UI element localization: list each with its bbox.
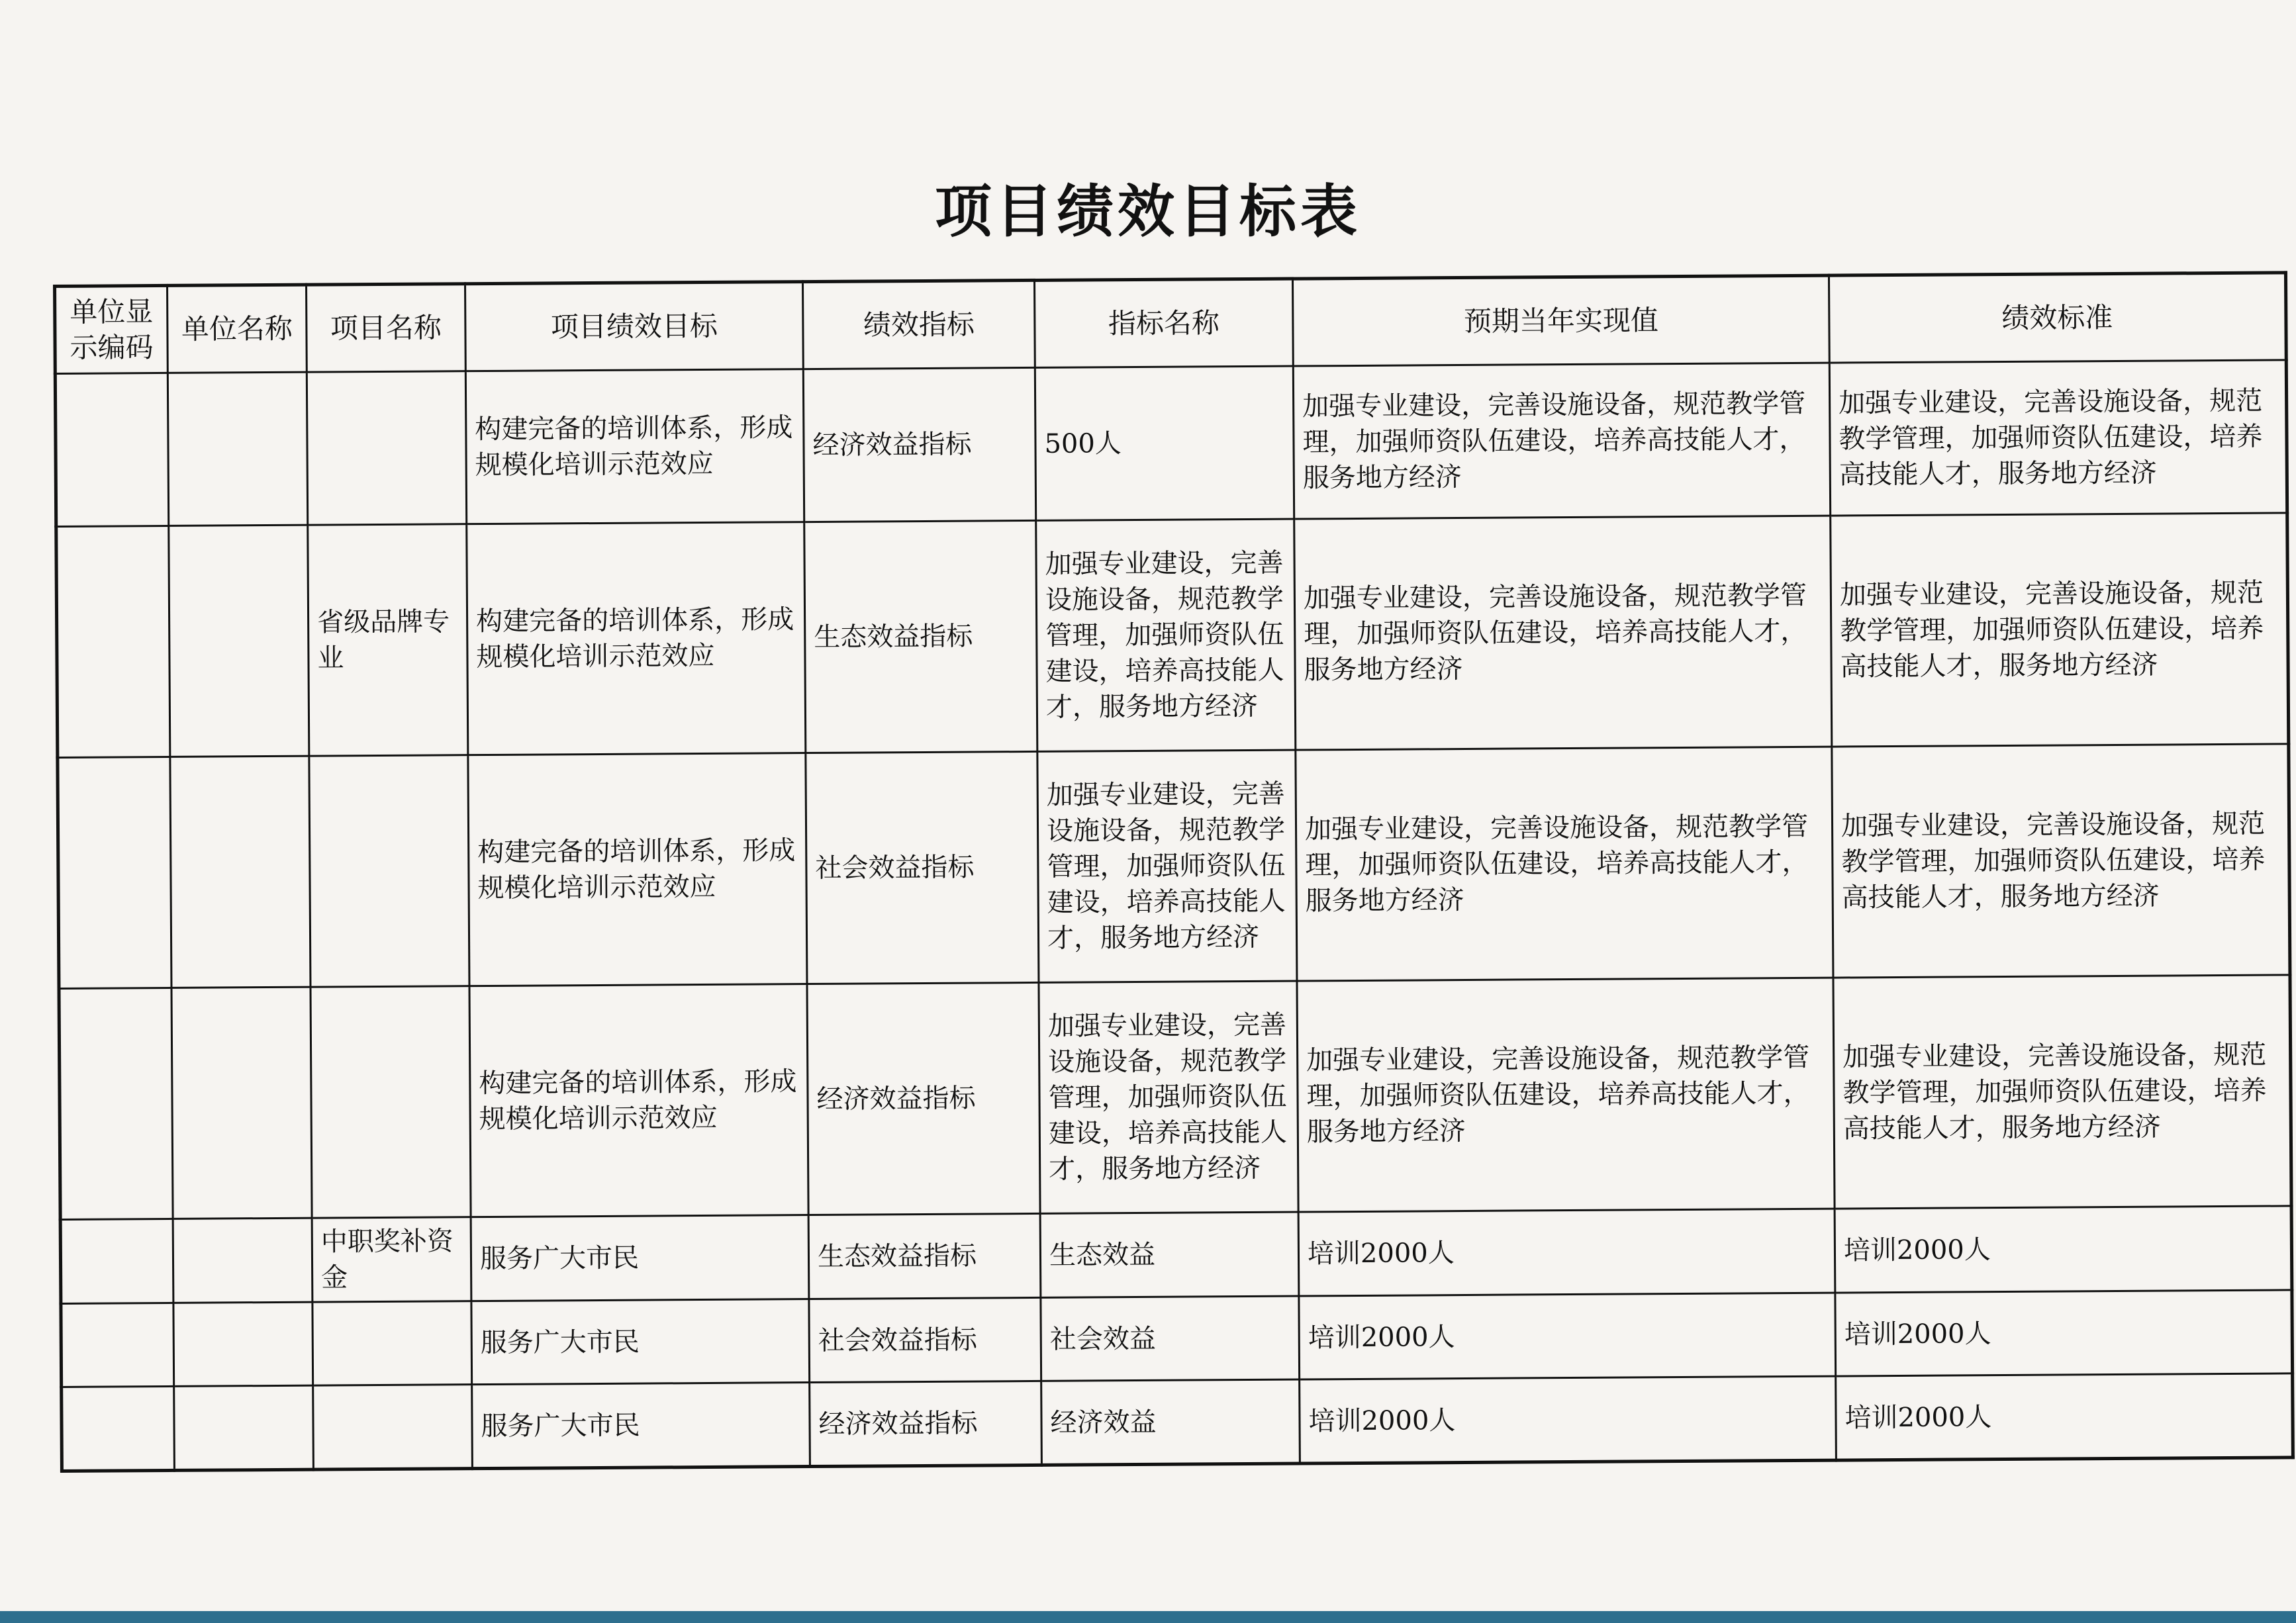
cell-project (313, 1385, 473, 1469)
table-row (59, 975, 2291, 1220)
cell-project (312, 1301, 472, 1386)
cell-code (61, 1303, 174, 1387)
table-row (55, 360, 2287, 526)
col-header-unit-name: 单位名称 (167, 285, 307, 373)
col-header-indicator-name: 指标名称 (1034, 279, 1293, 367)
cell-goal: 构建完备的培训体系，形成规模化培训示范效应 (465, 369, 804, 524)
cell-standard: 培训2000人 (1835, 1290, 2293, 1377)
cell-project (311, 986, 471, 1219)
cell-indicator: 经济效益指标 (807, 983, 1040, 1215)
cell-goal: 构建完备的培训体系，形成规模化培训示范效应 (469, 984, 808, 1217)
cell-project: 中职奖补资金 (312, 1217, 471, 1302)
col-header-indicator: 绩效指标 (802, 280, 1035, 369)
table-row (58, 744, 2290, 989)
cell-goal: 服务广大市民 (471, 1215, 809, 1301)
cell-code (60, 1219, 173, 1304)
cell-goal: 构建完备的培训体系，形成规模化培训示范效应 (468, 753, 807, 986)
cell-unit (173, 1302, 313, 1387)
cell-indicator: 经济效益指标 (810, 1381, 1042, 1467)
cell-expected: 加强专业建设，完善设施设备，规范教学管理，加强师资队伍建设，培养高技能人才，服务地方经济 (1293, 363, 1830, 519)
cell-expected: 培训2000人 (1298, 1209, 1835, 1295)
cell-goal: 服务广大市民 (472, 1383, 810, 1469)
cell-indicator-name: 社会效益 (1041, 1296, 1300, 1381)
cell-unit (167, 372, 307, 526)
cell-standard: 培训2000人 (1836, 1373, 2293, 1460)
table-row (60, 1206, 2292, 1303)
cell-unit (171, 987, 312, 1219)
cell-standard: 加强专业建设，完善设施设备，规范教学管理，加强师资队伍建设，培养高技能人才，服务地方经济 (1832, 744, 2290, 978)
col-header-standard: 绩效标准 (1829, 273, 2286, 363)
page-edge-strip (0, 1611, 2296, 1623)
cell-standard: 加强专业建设，完善设施设备，规范教学管理，加强师资队伍建设，培养高技能人才，服务地方经济 (1831, 513, 2289, 747)
cell-code (55, 373, 168, 526)
col-header-expected: 预期当年实现值 (1292, 275, 1829, 366)
performance-table (53, 271, 2295, 1473)
table-row (61, 1290, 2293, 1387)
cell-unit (174, 1386, 314, 1471)
table-row (56, 513, 2289, 758)
cell-expected: 培训2000人 (1300, 1377, 1837, 1464)
header-row (55, 273, 2287, 374)
cell-standard: 加强专业建设，完善设施设备，规范教学管理，加强师资队伍建设，培养高技能人才，服务地方经济 (1833, 975, 2291, 1209)
cell-code (58, 757, 171, 988)
cell-unit (169, 525, 309, 757)
cell-project (309, 755, 469, 988)
cell-indicator: 生态效益指标 (804, 520, 1037, 753)
cell-indicator-name: 加强专业建设，完善设施设备，规范教学管理，加强师资队伍建设，培养高技能人才，服务地方经济 (1039, 981, 1298, 1214)
cell-code (56, 526, 170, 757)
cell-indicator-name: 生态效益 (1040, 1212, 1299, 1297)
cell-expected: 培训2000人 (1299, 1293, 1836, 1379)
cell-standard: 培训2000人 (1835, 1206, 2292, 1293)
col-header-goal: 项目绩效目标 (465, 282, 804, 371)
cell-indicator: 社会效益指标 (809, 1297, 1041, 1383)
table-row (62, 1373, 2293, 1471)
cell-code (59, 988, 173, 1220)
cell-code (62, 1387, 175, 1471)
cell-project (307, 371, 466, 525)
cell-indicator-name: 加强专业建设，完善设施设备，规范教学管理，加强师资队伍建设，培养高技能人才，服务地方经济 (1036, 519, 1296, 752)
cell-indicator-name: 500人 (1035, 366, 1294, 520)
cell-goal: 服务广大市民 (471, 1299, 810, 1385)
cell-project: 省级品牌专业 (308, 524, 468, 756)
cell-indicator-name: 加强专业建设，完善设施设备，规范教学管理，加强师资队伍建设，培养高技能人才，服务地方经济 (1037, 750, 1297, 983)
cell-indicator-name: 经济效益 (1041, 1379, 1300, 1465)
cell-expected: 加强专业建设，完善设施设备，规范教学管理，加强师资队伍建设，培养高技能人才，服务地方经济 (1294, 516, 1832, 750)
cell-indicator: 经济效益指标 (803, 367, 1035, 522)
cell-expected: 加强专业建设，完善设施设备，规范教学管理，加强师资队伍建设，培养高技能人才，服务地方经济 (1297, 978, 1835, 1212)
cell-expected: 加强专业建设，完善设施设备，规范教学管理，加强师资队伍建设，培养高技能人才，服务地方经济 (1296, 747, 1833, 981)
col-header-project-name: 项目名称 (307, 284, 466, 372)
cell-indicator: 社会效益指标 (806, 751, 1039, 984)
cell-indicator: 生态效益指标 (808, 1214, 1041, 1299)
cell-unit (170, 756, 311, 988)
cell-unit (173, 1219, 312, 1303)
cell-goal: 构建完备的培训体系，形成规模化培训示范效应 (467, 522, 806, 755)
page-title: 项目绩效目标表 (935, 178, 1361, 245)
cell-standard: 加强专业建设，完善设施设备，规范教学管理，加强师资队伍建设，培养高技能人才，服务地方经济 (1829, 360, 2287, 516)
col-header-code: 单位显示编码 (55, 285, 168, 373)
